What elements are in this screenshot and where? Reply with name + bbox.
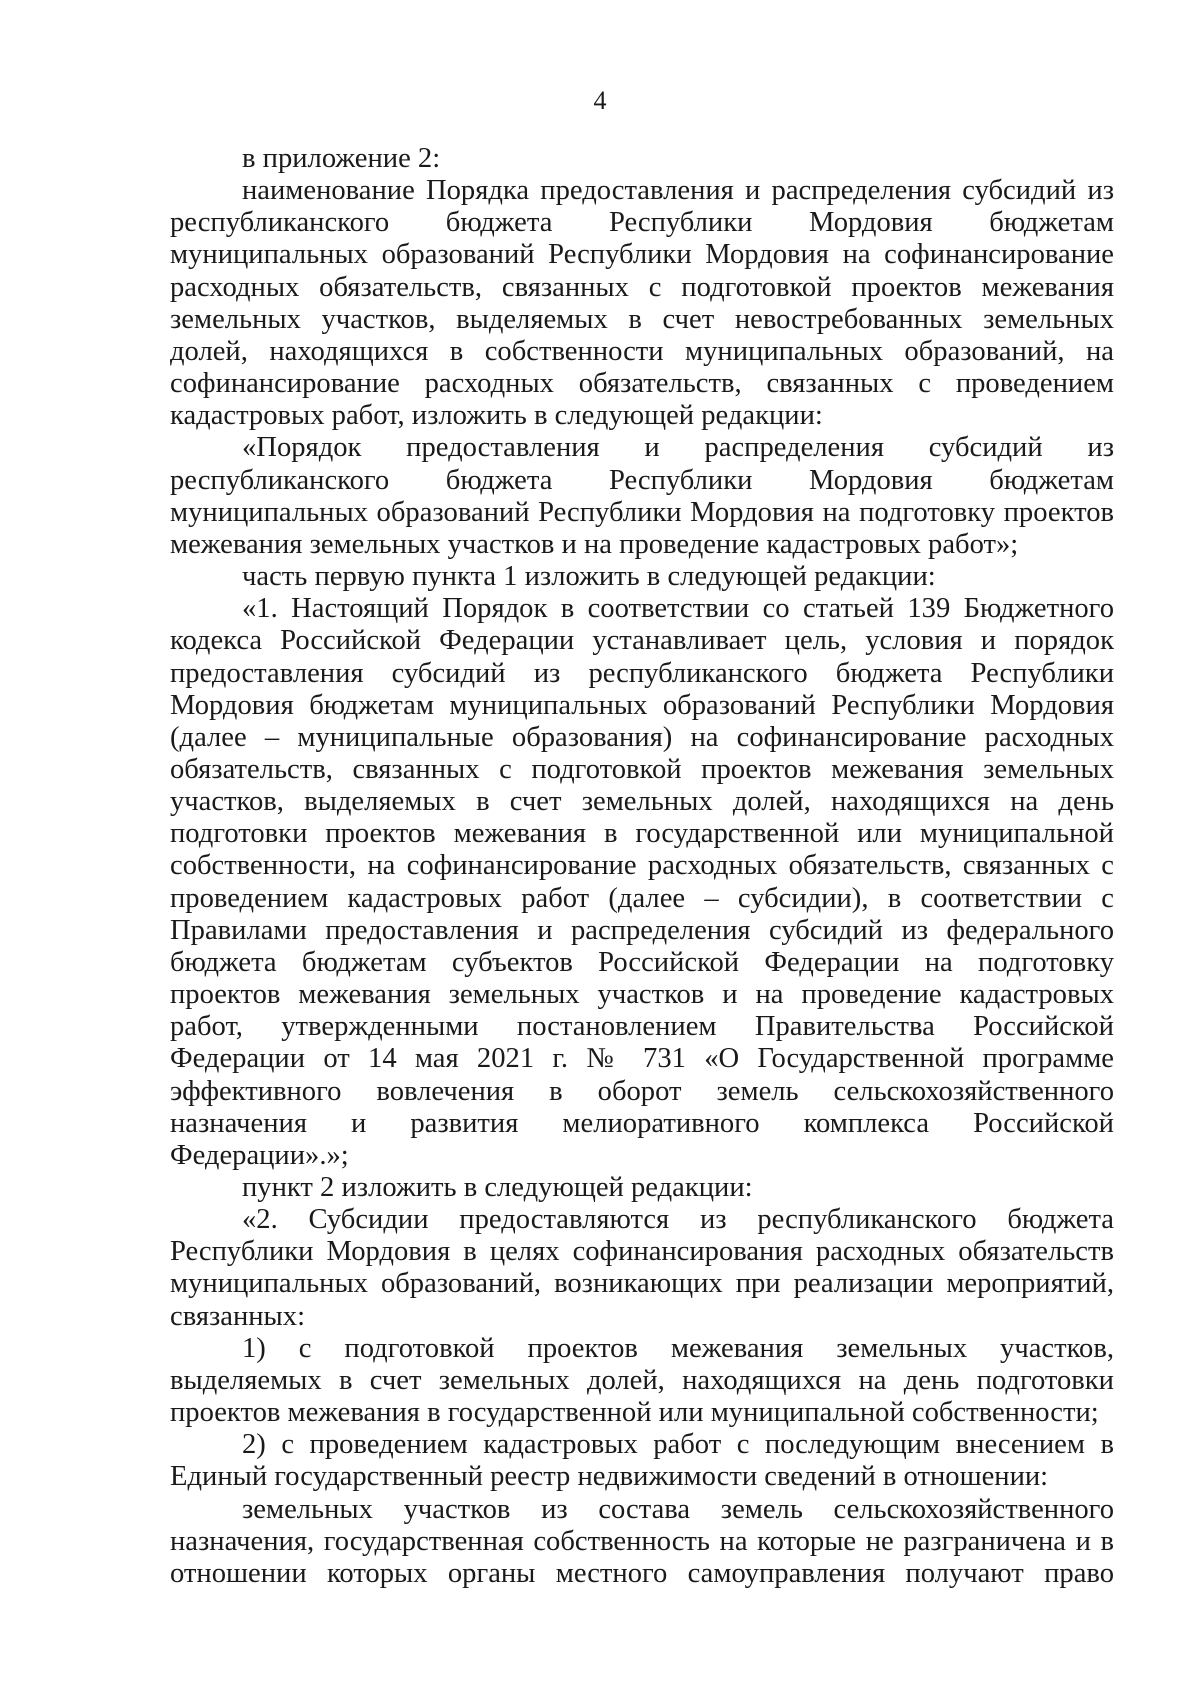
paragraph: в приложение 2: <box>242 143 441 174</box>
paragraph: пункт 2 изложить в следующей редакции: <box>242 1172 753 1203</box>
paragraph: наименование Порядка предоставления и распределения субсидий из республиканского бюджета Республики Мордовия бюджетам муниципальных образований Республики Мордовия на софинансирование расходных обязательств, связанных с подготовкой проектов межевания земельных участков, выделяемых в счет невостребованных земельных долей, находящихся в собственности муниципальных образований, на софинансирование расходных обязательств, связанных с проведением кадастровых работ, изложить в следующей редакции: <box>170 175 1114 432</box>
paragraph: «Порядок предоставления и распределения субсидий из республиканского бюджета Республики Мордовия бюджетам муниципальных образований Республики Мордовия на подготовку проектов межевания земельных участков и на проведение кадастровых работ»; <box>170 432 1114 560</box>
paragraph: «2. Субсидии предоставляются из республиканского бюджета Республики Мордовия в целях софинансирования расходных обязательств муниципальных образований, возникающих при реализации мероприятий, связанных: <box>170 1204 1114 1332</box>
paragraph: 1) с подготовкой проектов межевания земельных участков, выделяемых в счет земельных долей, находящихся на день подготовки проектов межевания в государственной или муниципальной собственности; <box>170 1332 1114 1429</box>
paragraph: 2) с проведением кадастровых работ с последующим внесением в Единый государственный реестр недвижимости сведений в отношении: <box>170 1429 1114 1493</box>
document-body <box>170 143 1114 1590</box>
page-number: 4 <box>593 86 607 115</box>
paragraph: «1. Настоящий Порядок в соответствии со статьей 139 Бюджетного кодекса Российской Федерации устанавливает цель, условия и порядок предоставления субсидий из республиканского бюджета Республики Мордовия бюджетам муниципальных образований Республики Мордовия (далее – муниципальные образования) на софинансирование расходных обязательств, связанных с подготовкой проектов межевания земельных участков, выделяемых в счет земельных долей, находящихся на день подготовки проектов межевания в государственной или муниципальной собственности, на софинансирование расходных обязательств, связанных с проведением кадастровых работ (далее – субсидии), в соответствии с Правилами предоставления и распределения субсидий из федерального бюджета бюджетам субъектов Российской Федерации на подготовку проектов межевания земельных участков и на проведение кадастровых работ, утвержденными постановлением Правительства Российской Федерации от 14 мая 2021 г. № 731 «О Государственной программе эффективного вовлечения в оборот земель сельскохозяйственного назначения и развития мелиоративного комплекса Российской Федерации».»; <box>170 593 1114 1171</box>
paragraph: земельных участков из состава земель сельскохозяйственного назначения, государственная собственность на которые не разграничена и в отношении которых органы местного самоуправления получают право <box>170 1493 1114 1589</box>
paragraph: часть первую пункта 1 изложить в следующей редакции: <box>242 561 936 593</box>
